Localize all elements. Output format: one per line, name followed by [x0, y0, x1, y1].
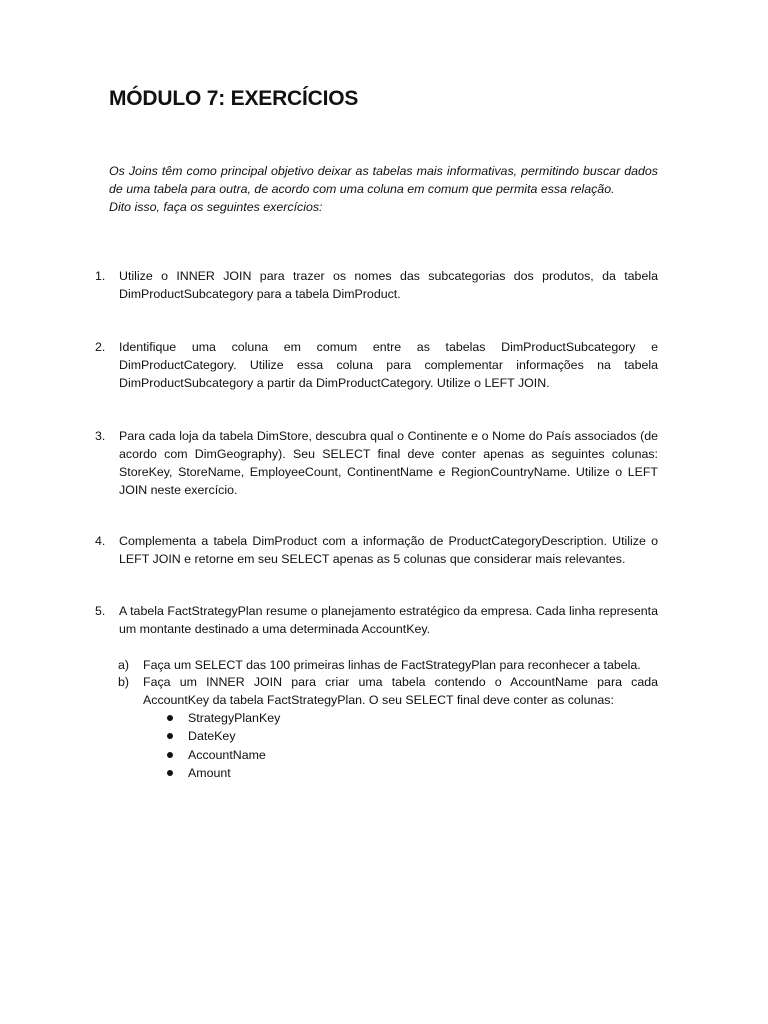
exercise-number: 1. — [95, 269, 106, 283]
column-name: DateKey — [188, 729, 236, 744]
exercise-item-2 — [95, 338, 658, 392]
exercise-number: 5. — [95, 604, 106, 618]
subitem-text: Faça um SELECT das 100 primeiras linhas de FactStrategyPlan para reconhecer a tabela. — [143, 658, 641, 672]
intro-instruction: Dito isso, faça os seguintes exercícios: — [109, 200, 323, 214]
exercise-item-5 — [95, 602, 658, 638]
bullet-icon — [167, 715, 173, 721]
exercise-number: 4. — [95, 534, 106, 548]
exercise-text: Utilize o INNER JOIN para trazer os nomes das subcategorias dos produtos, da tabela DimProductSubcategory para a tabela DimProduct. — [119, 269, 658, 301]
exercise-item-1 — [95, 267, 658, 303]
exercise-text: A tabela FactStrategyPlan resume o planejamento estratégico da empresa. Cada linha representa um montante destinado a uma determinada AccountKey. — [119, 604, 658, 636]
exercise-item-4 — [95, 532, 658, 568]
bullet-icon — [167, 752, 173, 758]
exercise-item-3 — [95, 427, 658, 499]
column-name: AccountName — [188, 747, 266, 762]
exercise-text: Identifique uma coluna em comum entre as tabelas DimProductSubcategory e DimProductCategory. Utilize essa coluna para complementar informações na tabela DimProductSubcategory a partir da DimProductCategory. Utilize o LEFT JOIN. — [119, 340, 658, 390]
bullet-icon — [167, 733, 173, 739]
exercise-number: 3. — [95, 429, 106, 443]
list-item — [165, 746, 280, 764]
column-name: Amount — [188, 765, 231, 780]
exercise-text: Complementa a tabela DimProduct com a informação de ProductCategoryDescription. Utilize o LEFT JOIN e retorne em seu SELECT apenas as 5 colunas que considerar mais relevantes. — [119, 534, 658, 566]
exercise-text: Para cada loja da tabela DimStore, descubra qual o Continente e o Nome do País associados (de acordo com DimGeography). Seu SELECT final deve conter apenas as seguintes colunas: StoreKey, StoreName, EmployeeCount, ContinentName e RegionCountryName. Utilize o LEFT JOIN neste exercício. — [119, 429, 658, 497]
intro-block — [109, 162, 658, 216]
exercise-subitem-a — [118, 656, 658, 674]
exercise-subitem-b — [118, 673, 658, 709]
intro-paragraph: Os Joins têm como principal objetivo deixar as tabelas mais informativas, permitindo buscar dados de uma tabela para outra, de acordo com uma coluna em comum que permita essa relação. — [109, 164, 658, 196]
page-title: MÓDULO 7: EXERCÍCIOS — [109, 87, 359, 110]
subitem-label: b) — [118, 675, 130, 689]
column-list — [165, 709, 280, 782]
subitem-label: a) — [118, 658, 130, 672]
list-item — [165, 709, 280, 727]
list-item — [165, 727, 280, 745]
exercise-number: 2. — [95, 340, 106, 354]
bullet-icon — [167, 770, 173, 776]
list-item — [165, 764, 280, 782]
subitem-text: Faça um INNER JOIN para criar uma tabela contendo o AccountName para cada AccountKey da tabela FactStrategyPlan. O seu SELECT final deve conter as colunas: — [143, 675, 658, 707]
column-name: StrategyPlanKey — [188, 711, 281, 725]
